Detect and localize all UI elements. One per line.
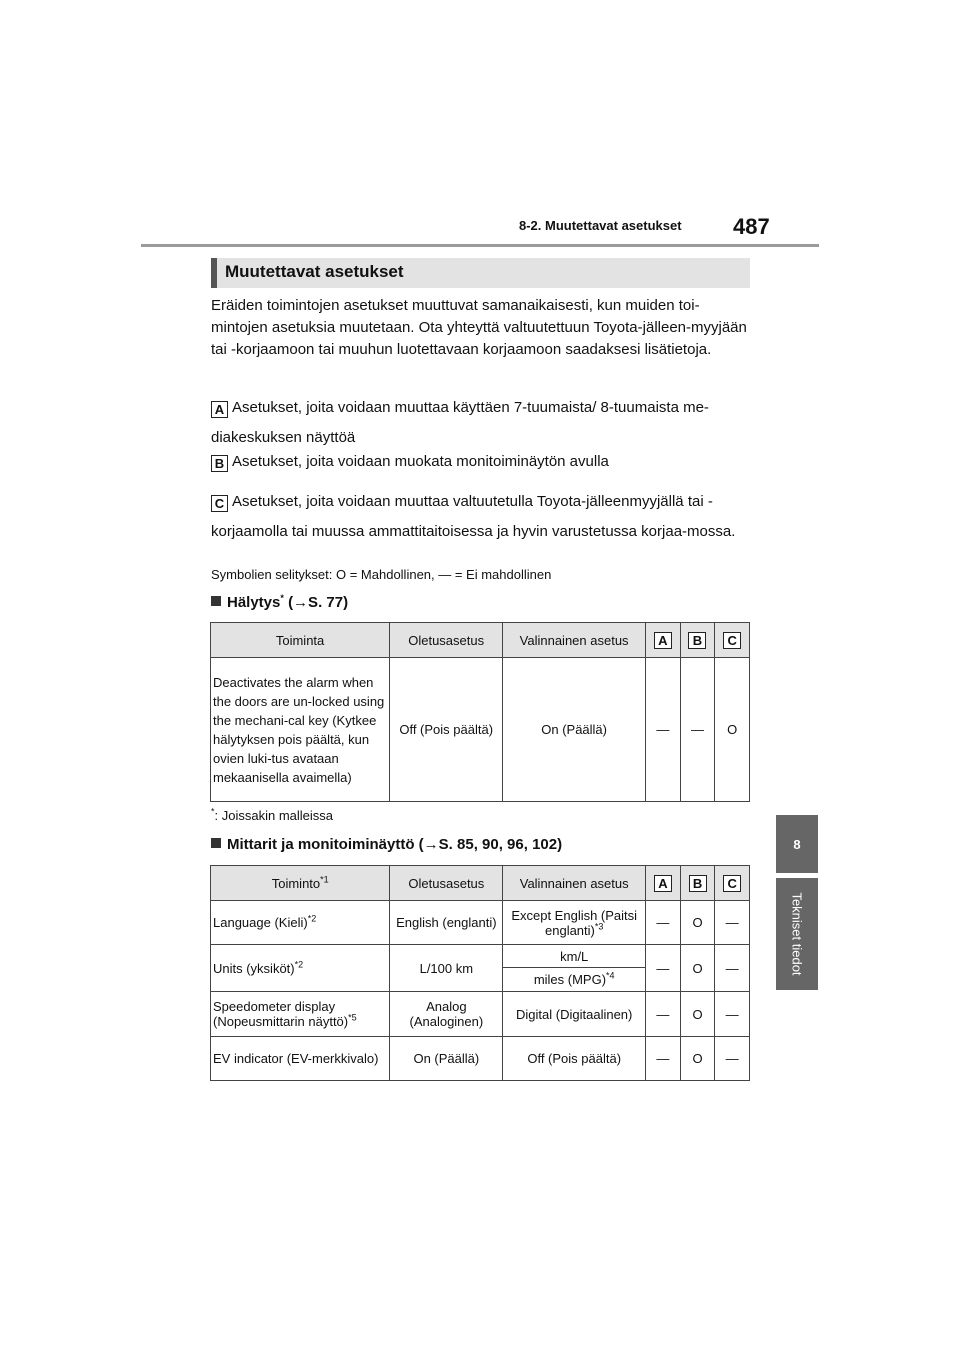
cell-c: — xyxy=(715,992,750,1037)
table-row xyxy=(211,658,750,802)
cell-a: — xyxy=(646,901,681,945)
letter-a-icon: A xyxy=(654,875,672,892)
cell-default: Off (Pois päältä) xyxy=(390,658,503,802)
meters-page-ref: (→S. 85, 90, 96, 102) xyxy=(418,836,563,853)
letter-c-icon: C xyxy=(723,632,741,649)
letter-b-icon: B xyxy=(689,875,707,892)
legend-b-text: Asetukset, joita voidaan muokata monitoiminäytön avulla xyxy=(232,453,609,470)
table-row xyxy=(211,945,750,968)
alarm-footnote: *: Joissakin malleissa xyxy=(211,806,334,823)
letter-b-icon: B xyxy=(688,632,706,649)
symbols-note: Symbolien selitykset: O = Mahdollinen, — = Ei mahdollinen xyxy=(211,567,552,582)
cell-default: L/100 km xyxy=(390,945,503,992)
cell-function: Speedometer display (Nopeusmittarin näyttö)$^{*5}$ xyxy=(211,992,390,1037)
cell-b: O xyxy=(680,1037,715,1081)
col-optional: Valinnainen asetus xyxy=(503,866,646,901)
table-row xyxy=(211,1037,750,1081)
cell-b: O xyxy=(680,992,715,1037)
cell-optional: km/L xyxy=(503,945,646,968)
cell-a: — xyxy=(646,658,681,802)
alarm-heading: Hälytys* (→S. 77) xyxy=(211,594,348,611)
cell-optional: Off (Pois päältä) xyxy=(503,1037,646,1081)
col-optional: Valinnainen asetus xyxy=(503,623,646,658)
header-rule xyxy=(141,244,819,247)
square-bullet-icon xyxy=(211,596,221,606)
legend-b xyxy=(211,451,751,473)
cell-optional-2: miles (MPG)$^{*4}$ xyxy=(503,968,646,992)
col-b xyxy=(680,866,715,901)
cell-a: — xyxy=(646,1037,681,1081)
side-tab-label-text: Tekniset tiedot xyxy=(789,892,805,976)
cell-c: O xyxy=(715,658,750,802)
table-header-row xyxy=(211,866,750,901)
side-tab-label xyxy=(776,878,818,990)
cell-optional: Digital (Digitaalinen) xyxy=(503,992,646,1037)
cell-function: Units (yksiköt)$^{*2}$ xyxy=(211,945,390,992)
cell-a: — xyxy=(646,992,681,1037)
meters-table xyxy=(210,865,750,1081)
meters-heading: Mittarit ja monitoiminäyttö (→S. 85, 90, 96, 102) xyxy=(211,836,562,853)
cell-b: O xyxy=(680,945,715,992)
col-c xyxy=(715,623,750,658)
header-section-title: 8-2. Muutettavat asetukset xyxy=(519,218,682,233)
col-function: Toiminta xyxy=(211,623,390,658)
legend-c-text: Asetukset, joita voidaan muuttaa valtuutetulla Toyota-jälleenmyyjällä tai -korjaamolla tai muussa ammattitaitoisessa ja hyvin varustetussa korjaa-mossa. xyxy=(211,493,736,540)
cell-default: Analog (Analoginen) xyxy=(390,992,503,1037)
side-tab-number: 8 xyxy=(776,815,818,873)
col-default: Oletusasetus xyxy=(390,866,503,901)
cell-b: O xyxy=(680,901,715,945)
cell-default: On (Päällä) xyxy=(390,1037,503,1081)
letter-c-icon: C xyxy=(723,875,741,892)
table-row xyxy=(211,901,750,945)
cell-c: — xyxy=(715,1037,750,1081)
cell-function: Language (Kieli)$^{*2}$ xyxy=(211,901,390,945)
col-a xyxy=(646,623,681,658)
cell-b: — xyxy=(680,658,715,802)
letter-c-icon: C xyxy=(211,495,228,512)
alarm-table xyxy=(210,622,750,802)
alarm-page-ref: (→S. 77) xyxy=(288,594,349,611)
page-number: 487 xyxy=(733,214,770,239)
letter-a-icon: A xyxy=(211,401,228,418)
letter-a-icon: A xyxy=(654,632,672,649)
cell-c: — xyxy=(715,945,750,992)
cell-function: EV indicator (EV-merkkivalo) xyxy=(211,1037,390,1081)
cell-optional: Except English (Paitsi englanti)$^{*3}$ xyxy=(503,901,646,945)
letter-b-icon: B xyxy=(211,455,228,472)
col-default: Oletusasetus xyxy=(390,623,503,658)
table-header-row xyxy=(211,623,750,658)
section-title: Muutettavat asetukset xyxy=(211,258,750,288)
legend-c xyxy=(211,487,751,547)
cell-function: Deactivates the alarm when the doors are un-locked using the mechani-cal key (Kytkee hälytyksen pois päältä, kun ovien luki-tus avataan mekaanisella avaimella) xyxy=(211,658,390,802)
table-row xyxy=(211,992,750,1037)
col-c xyxy=(715,866,750,901)
cell-optional: On (Päällä) xyxy=(503,658,646,802)
cell-c: — xyxy=(715,901,750,945)
col-b xyxy=(680,623,715,658)
col-function: Toiminto$^{*1}$ xyxy=(211,866,390,901)
legend-a-text: Asetukset, joita voidaan muuttaa käyttäen 7-tuumaista/ 8-tuumaista me-diakeskuksen näyttöä xyxy=(211,399,709,446)
cell-a: — xyxy=(646,945,681,992)
cell-default: English (englanti) xyxy=(390,901,503,945)
square-bullet-icon xyxy=(211,838,221,848)
intro-paragraph: Eräiden toimintojen asetukset muuttuvat samanaikaisesti, kun muiden toi-mintojen asetuksia muutetaan. Ota yhteyttä valtuutettuun Toyota-jälleen-myyjään tai -korjaamoon tai muuhun luotettavaan korjaamoon saadaksesi lisätietoja. xyxy=(211,297,747,358)
legend-a xyxy=(211,393,751,453)
col-a xyxy=(646,866,681,901)
